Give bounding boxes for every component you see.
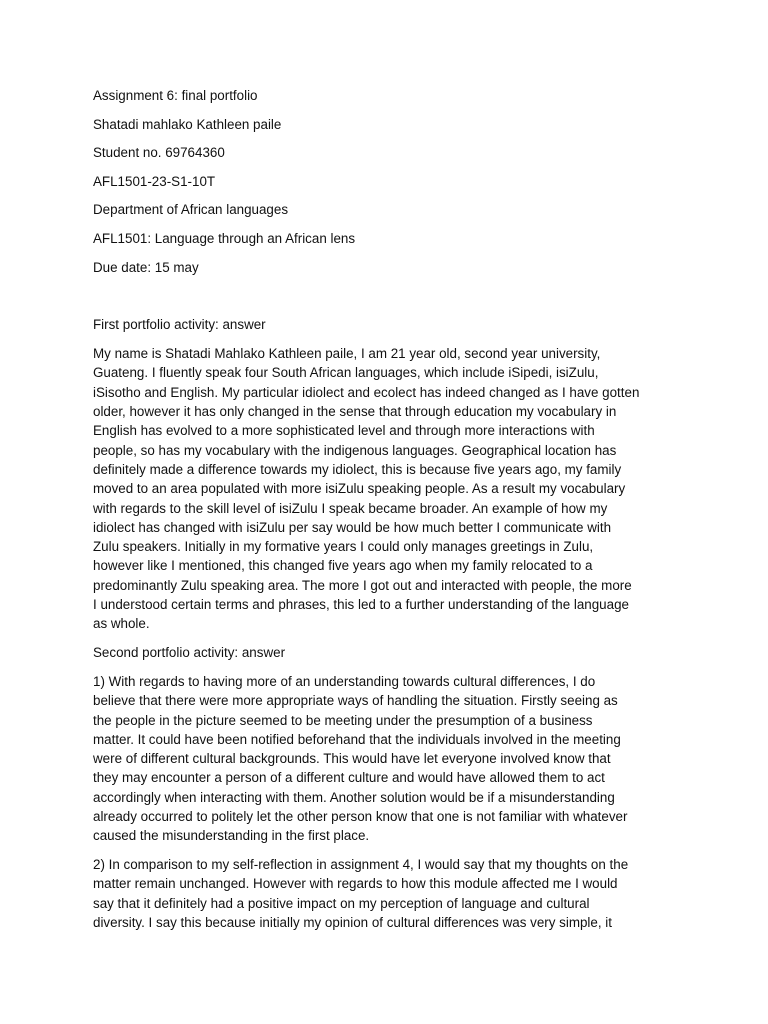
paragraph-line: moved to an area populated with more isiZulu speaking people. As a result my vocabulary: [93, 481, 626, 497]
department: Department of African languages: [93, 202, 289, 218]
paragraph-line: diversity. I say this because initially my opinion of cultural differences was very simple, it: [93, 914, 612, 930]
paragraph-line: 2) In comparison to my self-reflection in assignment 4, I would say that my thoughts on the: [93, 857, 629, 873]
paragraph-line: 1) With regards to having more of an understanding towards cultural differences, I do: [93, 674, 596, 689]
paragraph-line: iSisotho and English. My particular idiolect and ecolect has indeed changed as I have gotten: [93, 384, 640, 400]
paragraph-line: were of different cultural backgrounds. This would have let everyone involved know that: [93, 751, 611, 767]
section2-paragraph-2: [93, 855, 678, 932]
section1-paragraph: [93, 344, 678, 633]
paragraph-line: I understood certain terms and phrases, this led to a further understanding of the language: [93, 597, 629, 613]
paragraph-line: already occurred to politely let the other person know that one is not familiar with whatever: [93, 809, 628, 825]
due-date: Due date: 15 may: [93, 259, 199, 275]
paragraph-line: say that it definitely had a positive impact on my perception of language and cultural: [93, 895, 590, 911]
paragraph-line: Guateng. I fluently speak four South African languages, which include iSipedi, isiZulu,: [93, 365, 599, 381]
paragraph-line: believe that there were more appropriate ways of handling the situation. Firstly seeing as: [93, 693, 618, 709]
paragraph-line: predominantly Zulu speaking area. The more I got out and interacted with people, the more: [93, 577, 632, 593]
paragraph-line: with regards to the skill level of isiZulu I speak became broader. An example of how my: [93, 500, 608, 516]
paragraph-line: English has evolved to a more sophisticated level and through more interactions with: [93, 423, 595, 439]
paragraph-line: however like I mentioned, this changed five years ago when my family relocated to a: [93, 558, 593, 574]
paragraph-line: idiolect has changed with isiZulu per say would be how much better I communicate with: [93, 519, 612, 535]
paragraph-line: definitely made a difference towards my idiolect, this is because five years ago, my family: [93, 461, 622, 477]
student-number: Student no. 69764360: [93, 145, 225, 161]
paragraph-line: as whole.: [93, 616, 150, 632]
section1-heading: First portfolio activity: answer: [93, 317, 266, 333]
spacer: [93, 286, 678, 315]
paragraph-line: Zulu speakers. Initially in my formative years I could only manages greetings in Zulu,: [93, 539, 594, 555]
paragraph-line: older, however it has only changed in the sense that through education my vocabulary in: [93, 404, 617, 420]
section2-paragraph-1: [93, 672, 678, 846]
module-title: AFL1501: Language through an African lens: [93, 230, 356, 246]
paragraph-line: My name is Shatadi Mahlako Kathleen paile, I am 21 year old, second year university,: [93, 346, 601, 362]
paragraph-line: they may encounter a person of a different culture and would have allowed them to act: [93, 770, 605, 786]
student-name: Shatadi mahlako Kathleen paile: [93, 116, 282, 132]
assignment-title: Assignment 6: final portfolio: [93, 88, 258, 103]
paragraph-line: matter remain unchanged. However with regards to how this module affected me I would: [93, 876, 618, 892]
course-code: AFL1501-23-S1-10T: [93, 173, 216, 189]
paragraph-line: people, so has my vocabulary with the indigenous languages. Geographical location has: [93, 442, 617, 458]
section2-heading: Second portfolio activity: answer: [93, 645, 286, 660]
document-page: [93, 86, 678, 942]
paragraph-line: caused the misunderstanding in the first place.: [93, 828, 370, 844]
paragraph-line: matter. It could have been notified beforehand that the individuals involved in the meeting: [93, 731, 621, 747]
paragraph-line: accordingly when interacting with them. Another solution would be if a misunderstanding: [93, 789, 615, 805]
paragraph-line: the people in the picture seemed to be meeting under the presumption of a business: [93, 712, 593, 728]
